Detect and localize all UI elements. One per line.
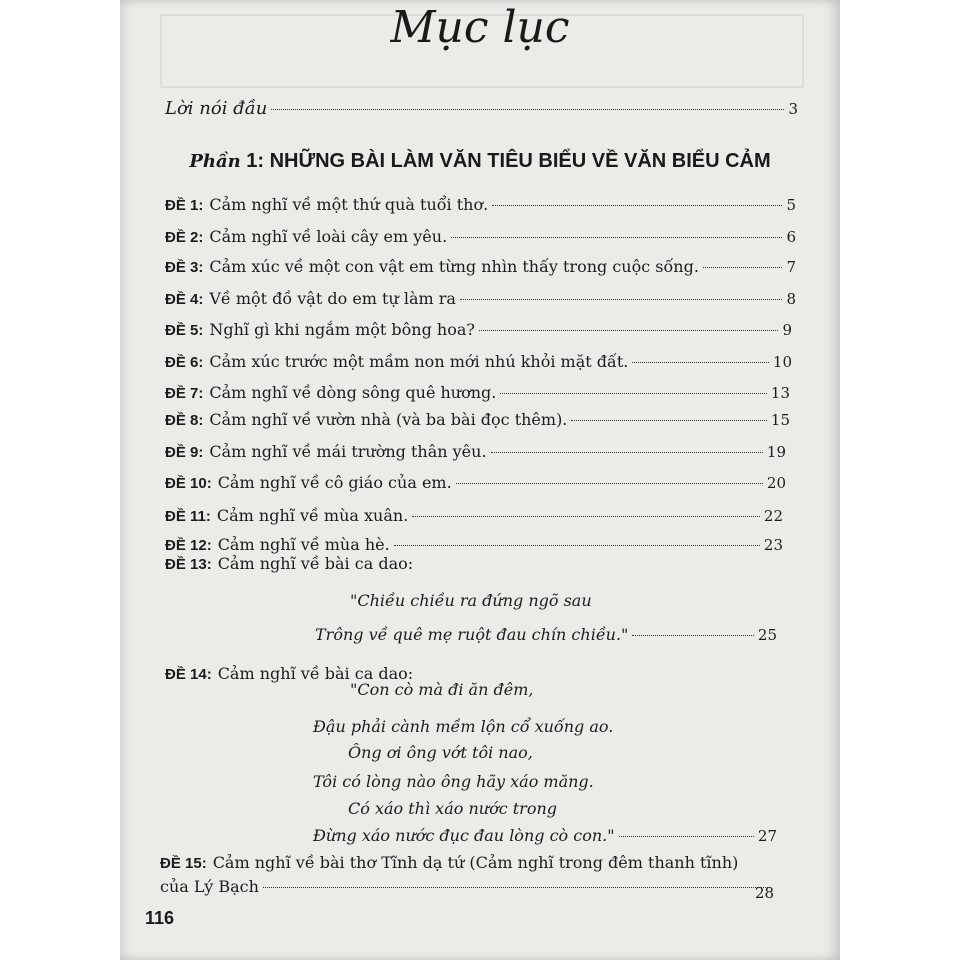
leader-dots	[456, 482, 763, 484]
preface-entry	[165, 98, 798, 119]
verse-line: Đậu phải cành mềm lộn cổ xuống ao.	[313, 717, 614, 736]
toc-entry	[165, 506, 783, 525]
leader-dots	[500, 392, 767, 394]
leader-dots	[492, 204, 782, 206]
entry-page: 13	[770, 384, 790, 402]
entry-text: Về một đồ vật do em tự làm ra	[209, 289, 456, 308]
toc-entry	[165, 535, 783, 554]
entry-text: Nghĩ gì khi ngắm một bông hoa?	[209, 320, 475, 339]
section-label: Phần	[189, 151, 241, 172]
leader-dots	[703, 266, 783, 268]
entry-label: ĐỀ 11:	[165, 508, 211, 525]
leader-dots	[263, 886, 768, 888]
entry-label: ĐỀ 1:	[165, 197, 204, 214]
entry-text: Cảm nghĩ về loài cây em yêu.	[209, 227, 448, 246]
verse-line: Tôi có lòng nào ông hãy xáo măng.	[313, 772, 594, 791]
leader-dots	[491, 451, 763, 453]
toc-entry	[165, 289, 796, 308]
toc-entry	[165, 257, 796, 276]
toc-entry	[165, 442, 786, 461]
section-heading	[0, 150, 960, 173]
page-number: 116	[145, 908, 175, 928]
toc-entry	[165, 227, 796, 246]
entry-label: ĐỀ 9:	[165, 444, 204, 461]
entry-page: 23	[763, 536, 783, 554]
entry-text: Cảm nghĩ về bài ca dao:	[217, 554, 414, 573]
verse-line: "Con cò mà đi ăn đêm,	[350, 680, 534, 699]
preface-page: 3	[788, 100, 798, 118]
leader-dots	[619, 835, 754, 837]
leader-dots	[271, 108, 784, 110]
leader-dots	[412, 515, 760, 517]
leader-dots	[632, 361, 769, 363]
entry-text: Cảm xúc trước một mầm non mới nhú khỏi mặt đất.	[209, 352, 629, 371]
entry-label: ĐỀ 8:	[165, 412, 204, 429]
entry-page: 5	[786, 196, 796, 214]
entry-page: 15	[770, 411, 790, 429]
entry-text: Cảm nghĩ về dòng sông quê hương.	[209, 383, 497, 402]
leader-dots	[451, 236, 782, 238]
entry-text: Cảm nghĩ về mùa hè.	[217, 535, 390, 554]
entry-page: 27	[757, 827, 777, 845]
entry-label: ĐỀ 3:	[165, 259, 204, 276]
entry-text: Cảm nghĩ về bài ca dao:	[217, 664, 414, 683]
entry-text: Cảm nghĩ về mái trường thân yêu.	[209, 442, 487, 461]
verse-line: Đừng xáo nước đục đau lòng cò con."	[313, 826, 615, 845]
leader-dots	[394, 544, 760, 546]
entry-page: 28	[755, 884, 775, 902]
entry-label: ĐỀ 13:	[165, 556, 212, 573]
entry-page: 20	[766, 474, 786, 492]
section-text: 1: NHỮNG BÀI LÀM VĂN TIÊU BIỂU VỀ VĂN BIỂU CẢM	[246, 150, 771, 172]
entry-label: ĐỀ 6:	[165, 354, 204, 371]
entry-text: Cảm nghĩ về mùa xuân.	[216, 506, 409, 525]
toc-entry	[165, 410, 790, 429]
verse-row-last	[313, 826, 777, 845]
entry-page: 25	[757, 626, 777, 644]
verse-line: Có xáo thì xáo nước trong	[348, 799, 558, 818]
entry-page: 9	[782, 321, 792, 339]
leader-dots	[479, 329, 778, 331]
entry-label: ĐỀ 12:	[165, 537, 212, 554]
entry-page: 22	[763, 507, 783, 525]
verse-row-last	[315, 625, 777, 644]
toc-entry	[165, 320, 792, 339]
toc-entry-13	[165, 554, 413, 573]
entry-text: Cảm nghĩ về bài thơ Tĩnh dạ tứ (Cảm nghĩ trong đêm thanh tĩnh)	[212, 853, 739, 872]
entry-label: ĐỀ 10:	[165, 475, 212, 492]
toc-entry-15-cont	[160, 877, 772, 896]
entry-text: của Lý Bạch	[160, 877, 259, 896]
toc-entry	[165, 352, 792, 371]
leader-dots	[632, 634, 754, 636]
entry-label: ĐỀ 14:	[165, 666, 212, 683]
leader-dots	[460, 298, 782, 300]
entry-label: ĐỀ 4:	[165, 291, 204, 308]
entry-text: Cảm nghĩ về cô giáo của em.	[217, 473, 452, 492]
entry-label: ĐỀ 5:	[165, 322, 204, 339]
toc-title: Mục lục	[390, 2, 570, 53]
toc-entry	[165, 473, 786, 492]
verse-line: Trông về quê mẹ ruột đau chín chiều."	[315, 625, 629, 644]
entry-page: 19	[766, 443, 786, 461]
entry-page: 7	[786, 258, 796, 276]
entry-page: 6	[786, 228, 796, 246]
verse-line: Ông ơi ông vớt tôi nao,	[348, 743, 533, 762]
toc-entry-15	[160, 853, 738, 872]
entry-page: 10	[772, 353, 792, 371]
preface-text: Lời nói đầu	[165, 98, 268, 119]
toc-entry	[165, 195, 796, 214]
entry-text: Cảm xúc về một con vật em từng nhìn thấy trong cuộc sống.	[209, 257, 699, 276]
entry-label: ĐỀ 15:	[160, 855, 207, 872]
entry-label: ĐỀ 2:	[165, 229, 204, 246]
leader-dots	[571, 419, 767, 421]
verse-line: "Chiều chiều ra đứng ngõ sau	[350, 591, 592, 610]
toc-entry	[165, 383, 790, 402]
entry-label: ĐỀ 7:	[165, 385, 204, 402]
entry-text: Cảm nghĩ về một thứ quà tuổi thơ.	[209, 195, 489, 214]
entry-text: Cảm nghĩ về vườn nhà (và ba bài đọc thêm).	[209, 410, 568, 429]
entry-page: 8	[786, 290, 796, 308]
entry-page-wrap	[755, 884, 774, 902]
